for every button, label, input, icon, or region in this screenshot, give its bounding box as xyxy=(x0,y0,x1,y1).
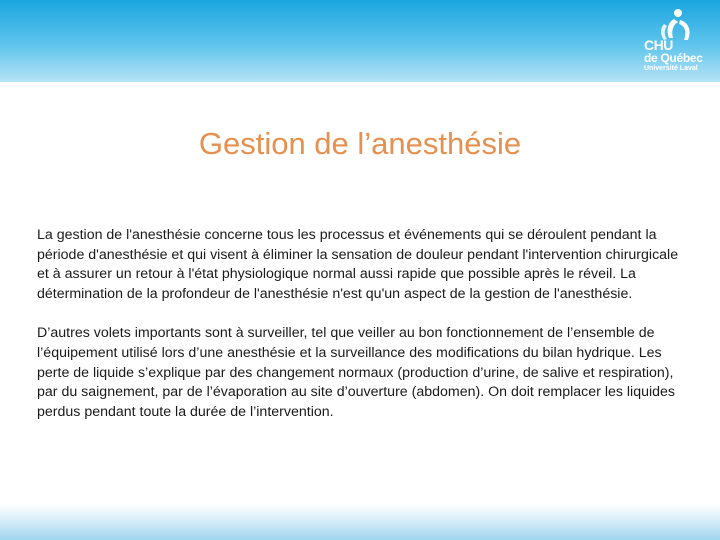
logo-text-universite-laval: Université Laval xyxy=(644,65,698,72)
header-band xyxy=(0,0,720,82)
footer-band xyxy=(0,504,720,540)
logo-text-chu: CHU xyxy=(644,37,673,53)
chu-logo xyxy=(640,8,716,76)
paragraph-1: La gestion de l'anesthésie concerne tous les processus et événements qui se déroulent pendant la période d'anesthésie et qui visent à éliminer la sensation de douleur pendant l'intervention chirurgicale et à assurer un retour à l'état physiologique normal aussi rapide que possible après le réveil. La détermination de la profondeur de l'anesthésie n'est qu'un aspect de la gestion de l'anesthésie. xyxy=(37,227,679,302)
logo-text-de-quebec: de Québec xyxy=(644,51,703,65)
slide-body xyxy=(37,226,687,422)
paragraph-2: D’autres volets importants sont à surveiller, tel que veiller au bon fonctionnement de l’ensemble de l’équipement utilisé lors d’une anesthésie et la surveillance des modifications du bilan hydrique. Les perte de liquide s’explique par des changement normaux (production d’urine, de salive et respiration), par du saignement, par de l’évaporation au site d’ouverture (abdomen). On doit remplacer les liquides perdus pendant toute la durée de l’intervention. xyxy=(37,325,676,420)
slide-title: Gestion de l’anesthésie xyxy=(198,126,522,161)
